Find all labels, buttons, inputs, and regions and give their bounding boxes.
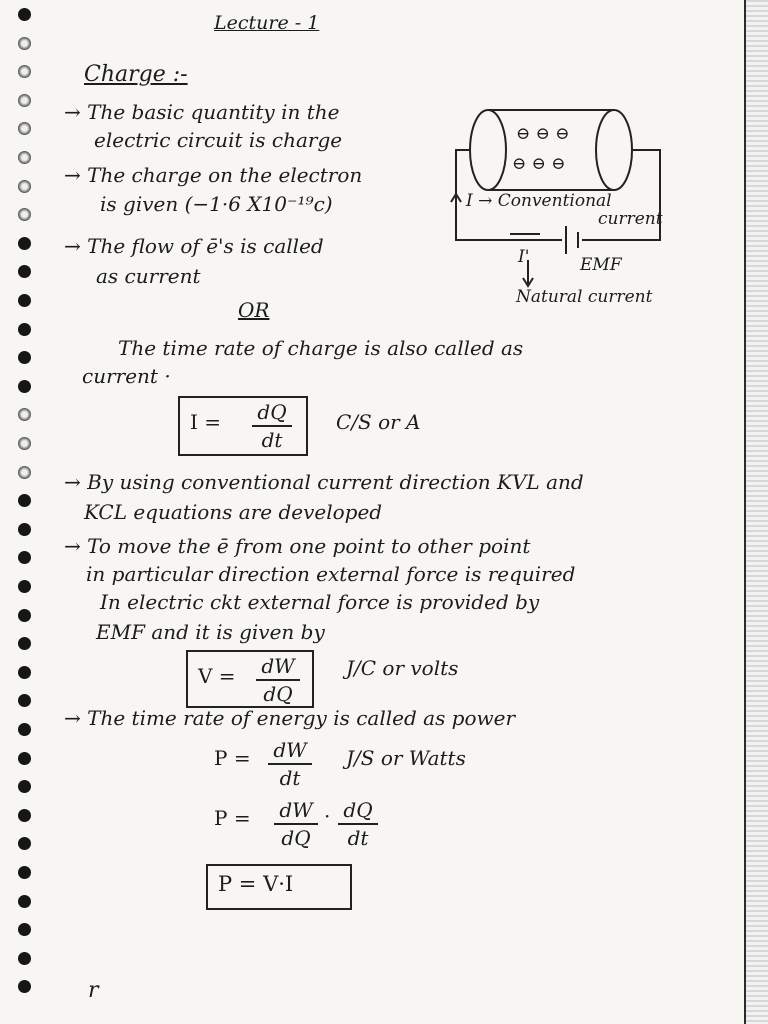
conventional-current-label: I → Conventional (466, 191, 612, 211)
natural-current-label: Natural current (516, 287, 653, 307)
iprime-label: I' (518, 247, 530, 267)
fraction-denominator: dQ (281, 826, 311, 850)
conductor-right-end (596, 110, 632, 190)
conductor-left-end (470, 110, 506, 190)
voltage-unit: J/C or volts (346, 656, 459, 680)
electrons-row-1: ⊖ ⊖ ⊖ (516, 124, 570, 144)
fraction-denominator: dt (347, 826, 369, 850)
note-line: → The time rate of energy is called as power (64, 706, 516, 730)
power-unit: J/S or Watts (346, 746, 466, 770)
note-line: in particular direction external force is required (86, 562, 576, 586)
lecture-title: Lecture - 1 (214, 12, 320, 34)
note-line: electric circuit is charge (94, 128, 343, 152)
current-formula-lhs: I = (190, 410, 222, 434)
power-chain-lhs: P = (214, 806, 251, 830)
current-unit: C/S or A (336, 410, 421, 434)
fraction-numerator: dQ (343, 798, 373, 822)
note-line: as current (96, 264, 201, 288)
fraction-numerator: dW (273, 738, 307, 762)
fraction-numerator: dW (261, 654, 295, 678)
fraction-denominator: dQ (263, 682, 293, 706)
note-line: → To move the ē from one point to other point (64, 534, 531, 558)
fraction-numerator: dQ (257, 400, 287, 424)
power-formula-lhs: P = (214, 746, 251, 770)
note-line: In electric ckt external force is provided by (100, 590, 540, 614)
emf-label: EMF (580, 255, 622, 275)
voltage-formula-lhs: V = (198, 664, 236, 688)
electrons-row-2: ⊖ ⊖ ⊖ (512, 154, 566, 174)
note-line: → The basic quantity in the (64, 100, 340, 124)
note-line: is given (−1·6 X10⁻¹⁹c) (100, 192, 333, 216)
note-line: → By using conventional current direction KVL and (64, 470, 584, 494)
fraction-denominator: dt (279, 766, 301, 790)
multiply-dot: · (324, 804, 331, 828)
note-line: The time rate of charge is also called as (118, 336, 524, 360)
fraction-denominator: dt (261, 428, 283, 452)
or-text: OR (238, 298, 270, 322)
footer-mark: r (88, 978, 99, 1003)
section-heading: Charge :- (84, 62, 188, 87)
note-line: → The charge on the electron (64, 163, 363, 187)
note-line: → The flow of ē's is called (64, 234, 324, 258)
fraction-numerator: dW (279, 798, 313, 822)
conventional-current-label-2: current (598, 209, 663, 229)
note-line: KCL equations are developed (84, 500, 383, 524)
power-vi-formula: P = V·I (218, 872, 294, 896)
note-line: EMF and it is given by (96, 620, 325, 644)
note-line: current · (82, 364, 171, 388)
